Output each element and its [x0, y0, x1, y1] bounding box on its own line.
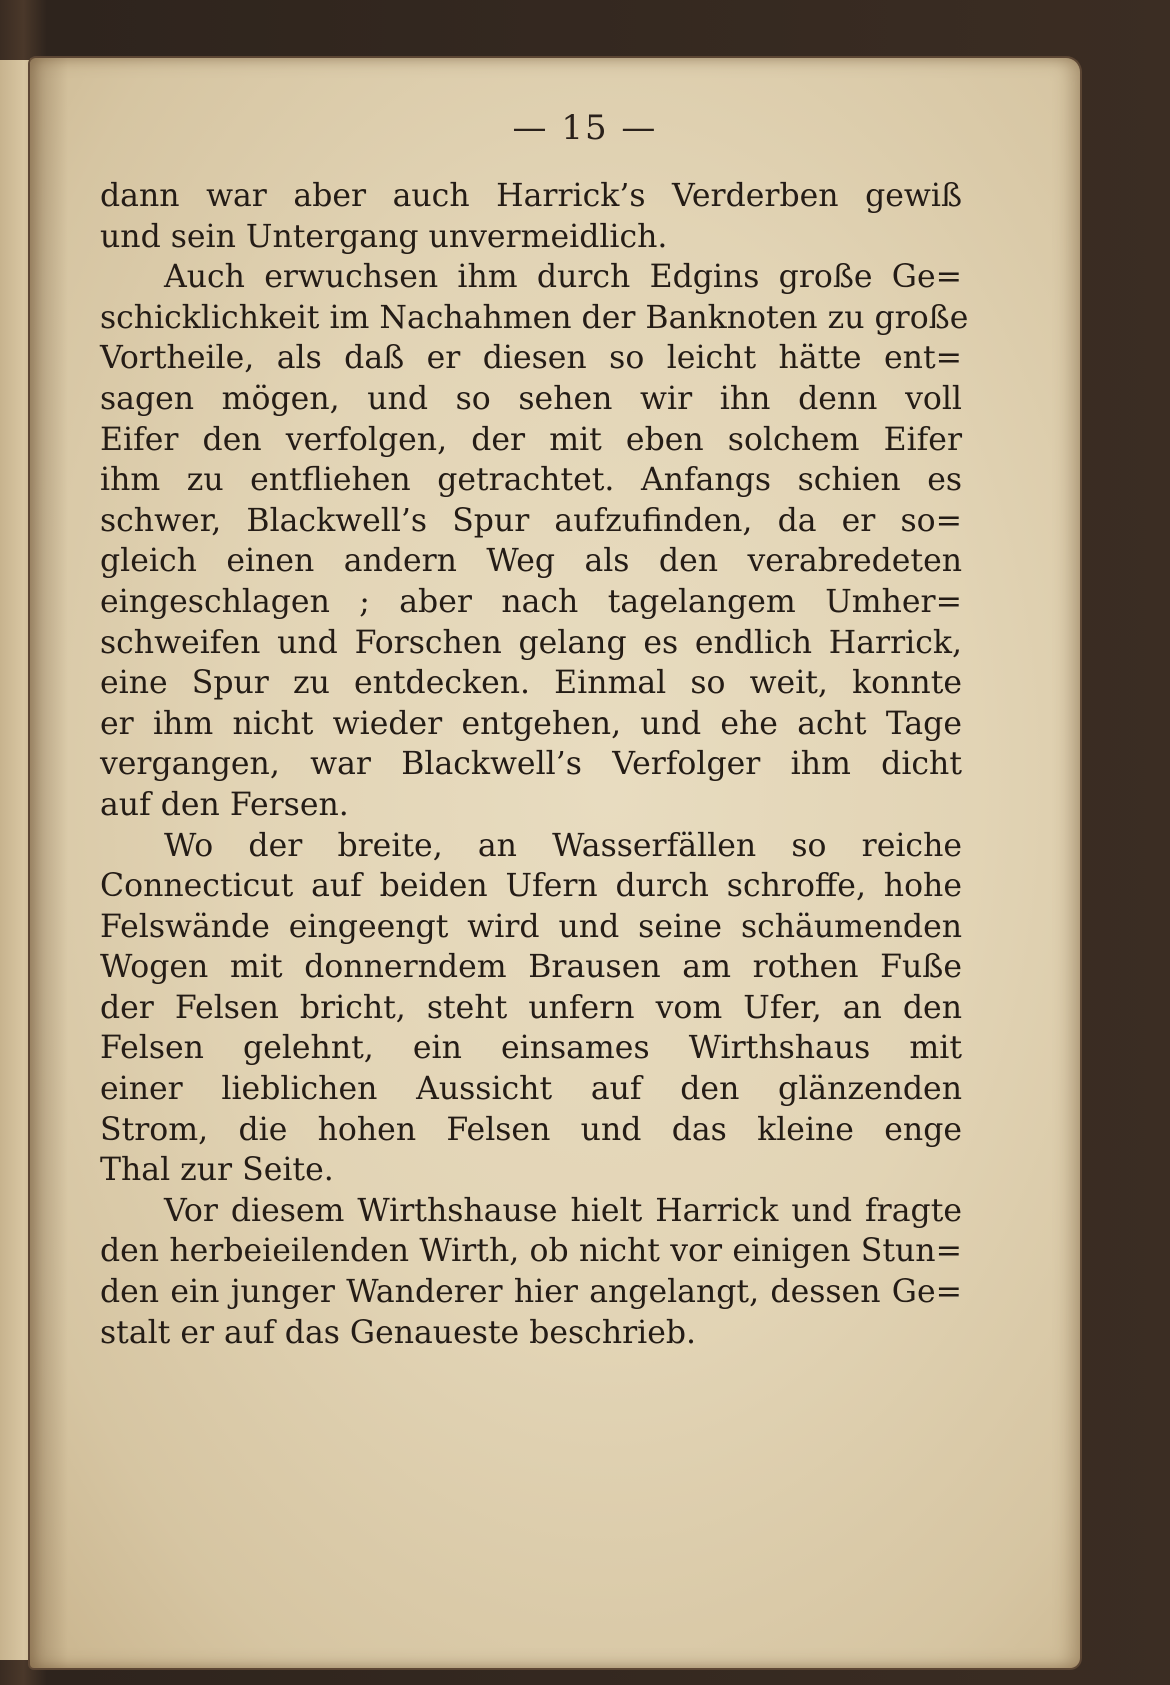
text-line: auf den Fersen. [100, 786, 349, 823]
text-line: Vor diesem Wirthshause hielt Harrick und fragte [164, 1192, 962, 1229]
text-line: eine Spur zu entdecken. Einmal so weit, konnte [100, 665, 962, 702]
text-line: ihm zu entfliehen getrachtet. Anfangs schien es [100, 462, 962, 499]
text-line: Wo der breite, an Wasserfällen so reiche [164, 827, 962, 864]
text-line: schwer, Blackwell’s Spur aufzufinden, da er so= [100, 502, 962, 539]
text-line: Connecticut auf beiden Ufern durch schroffe, hohe [100, 868, 962, 905]
text-line: Eifer den verfolgen, der mit eben solchem Eifer [100, 421, 962, 458]
text-line: den ein junger Wanderer hier angelangt, dessen Ge= [100, 1274, 962, 1311]
text-line: dann war aber auch Harrick’s Verderben gewiß [100, 178, 962, 214]
text-line: Vortheile, als daß er diesen so leicht hätte ent= [100, 340, 962, 377]
text-line: einer lieblichen Aussicht auf den glänzenden [100, 1071, 962, 1108]
text-line: eingeschlagen ; aber nach tagelangem Umher= [100, 583, 962, 620]
page-number: — 15 — [512, 108, 658, 148]
page-body-text [100, 176, 969, 1353]
text-line: Auch erwuchsen ihm durch Edgins große Ge= [164, 259, 962, 296]
text-line: Felsen gelehnt, ein einsames Wirthshaus mit [100, 1030, 962, 1067]
page-fold-shadow [30, 58, 68, 1668]
text-line: gleich einen andern Weg als den verabredeten [100, 543, 962, 580]
text-line: schweifen und Forschen gelang es endlich Harrick, [100, 624, 962, 661]
text-line: den herbeieilenden Wirth, ob nicht vor einigen Stun= [100, 1233, 962, 1270]
text-line: Strom, die hohen Felsen und das kleine enge [100, 1111, 962, 1148]
text-line: Felswände eingeengt wird und seine schäumenden [100, 908, 962, 945]
text-line: Wogen mit donnerndem Brausen am rothen Fuße [100, 949, 962, 986]
text-line: stalt er auf das Genaueste beschrieb. [100, 1314, 697, 1351]
text-line: sagen mögen, und so sehen wir ihn denn voll [100, 380, 962, 417]
text-line: er ihm nicht wieder entgehen, und ehe acht Tage [100, 705, 962, 742]
text-line: und sein Untergang unvermeidlich. [100, 218, 668, 255]
text-line: der Felsen bricht, steht unfern vom Ufer, an den [100, 989, 962, 1026]
text-line: schicklichkeit im Nachahmen der Banknoten zu große [100, 299, 969, 336]
text-line: Thal zur Seite. [100, 1152, 334, 1189]
text-line: vergangen, war Blackwell’s Verfolger ihm dicht [100, 746, 962, 783]
